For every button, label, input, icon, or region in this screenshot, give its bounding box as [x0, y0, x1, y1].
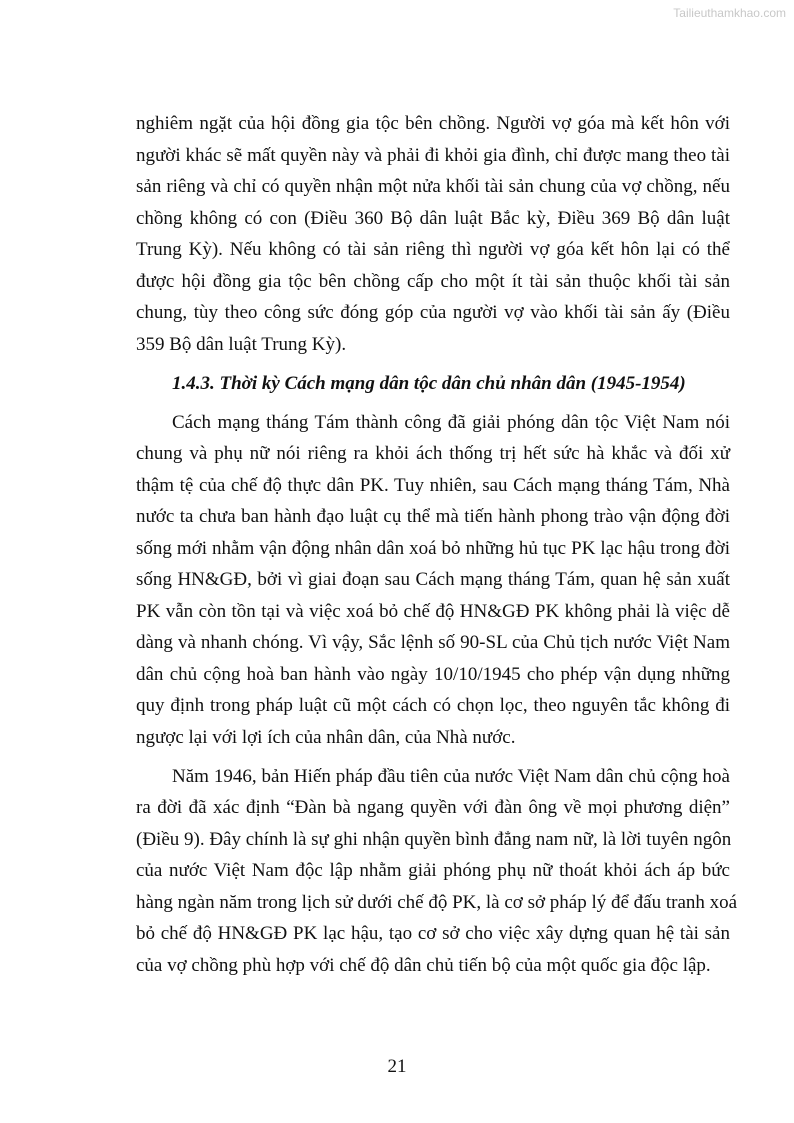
text-line: dàng và nhanh chóng. Vì vậy, Sắc lệnh số 90-SL của Chủ tịch nước Việt Nam [136, 632, 730, 653]
watermark: Tailieuthamkhao.com [673, 6, 786, 20]
text-line: được hội đồng gia tộc bên chồng cấp cho một ít tài sản thuộc khối tài sản [136, 271, 730, 292]
text-line: ngược lại với lợi ích của nhân dân, của Nhà nước. [136, 727, 516, 748]
page-number: 21 [387, 1056, 407, 1077]
text-line: 359 Bộ dân luật Trung Kỳ). [136, 334, 347, 355]
text-line: thậm tệ của chế độ thực dân PK. Tuy nhiên, sau Cách mạng tháng Tám, Nhà [136, 475, 730, 496]
text-line: PK vẫn còn tồn tại và việc xoá bỏ chế độ HN&GĐ PK không phải là việc dễ [136, 601, 730, 622]
text-line: sống mới nhằm vận động nhân dân xoá bỏ những hủ tục PK lạc hậu trong đời [136, 538, 730, 559]
text-line: dân chủ cộng hoà ban hành vào ngày 10/10/1945 cho phép vận dụng những [136, 664, 730, 685]
text-line: của nước Việt Nam độc lập nhằm giải phóng phụ nữ thoát khỏi ách áp bức [136, 860, 730, 881]
text-line: hàng ngàn năm trong lịch sử dưới chế độ PK, là cơ sở pháp lý để đấu tranh xoá [136, 892, 738, 913]
text-line: của vợ chồng phù hợp với chế độ dân chủ tiến bộ của một quốc gia độc lập. [136, 955, 711, 976]
text-line: chồng không có con (Điều 360 Bộ dân luật Bắc kỳ, Điều 369 Bộ dân luật [136, 208, 730, 229]
text-line: Cách mạng tháng Tám thành công đã giải phóng dân tộc Việt Nam nói [172, 412, 730, 433]
text-line: người khác sẽ mất quyền này và phải đi khỏi gia đình, chỉ được mang theo tài [136, 145, 730, 166]
text-line: sản riêng và chỉ có quyền nhận một nửa khối tài sản chung của vợ chồng, nếu [136, 176, 730, 197]
text-line: nghiêm ngặt của hội đồng gia tộc bên chồng. Người vợ góa mà kết hôn với [136, 113, 730, 134]
text-line: quy định trong pháp luật cũ một cách có chọn lọc, theo nguyên tắc không đi [136, 695, 730, 716]
text-line: chung và phụ nữ nói riêng ra khỏi ách thống trị hết sức hà khắc và đối xử [136, 443, 730, 464]
section-heading: 1.4.3. Thời kỳ Cách mạng dân tộc dân chủ nhân dân (1945-1954) [172, 373, 686, 394]
text-line: Trung Kỳ). Nếu không có tài sản riêng thì người vợ góa kết hôn lại có thể [136, 239, 730, 260]
text-line: sống HN&GĐ, bởi vì giai đoạn sau Cách mạng tháng Tám, quan hệ sản xuất [136, 569, 730, 590]
text-line: nước ta chưa ban hành đạo luật cụ thể mà tiến hành phong trào vận động đời [136, 506, 730, 527]
text-line: Năm 1946, bản Hiến pháp đầu tiên của nước Việt Nam dân chủ cộng hoà [172, 766, 730, 787]
text-line: (Điều 9). Đây chính là sự ghi nhận quyền bình đẳng nam nữ, là lời tuyên ngôn [136, 829, 732, 850]
text-line: ra đời đã xác định “Đàn bà ngang quyền với đàn ông về mọi phương diện” [136, 797, 730, 818]
text-line: bỏ chế độ HN&GĐ PK lạc hậu, tạo cơ sở cho việc xây dựng quan hệ tài sản [136, 923, 730, 944]
text-line: chung, tùy theo công sức đóng góp của người vợ vào khối tài sản ấy (Điều [136, 302, 730, 323]
